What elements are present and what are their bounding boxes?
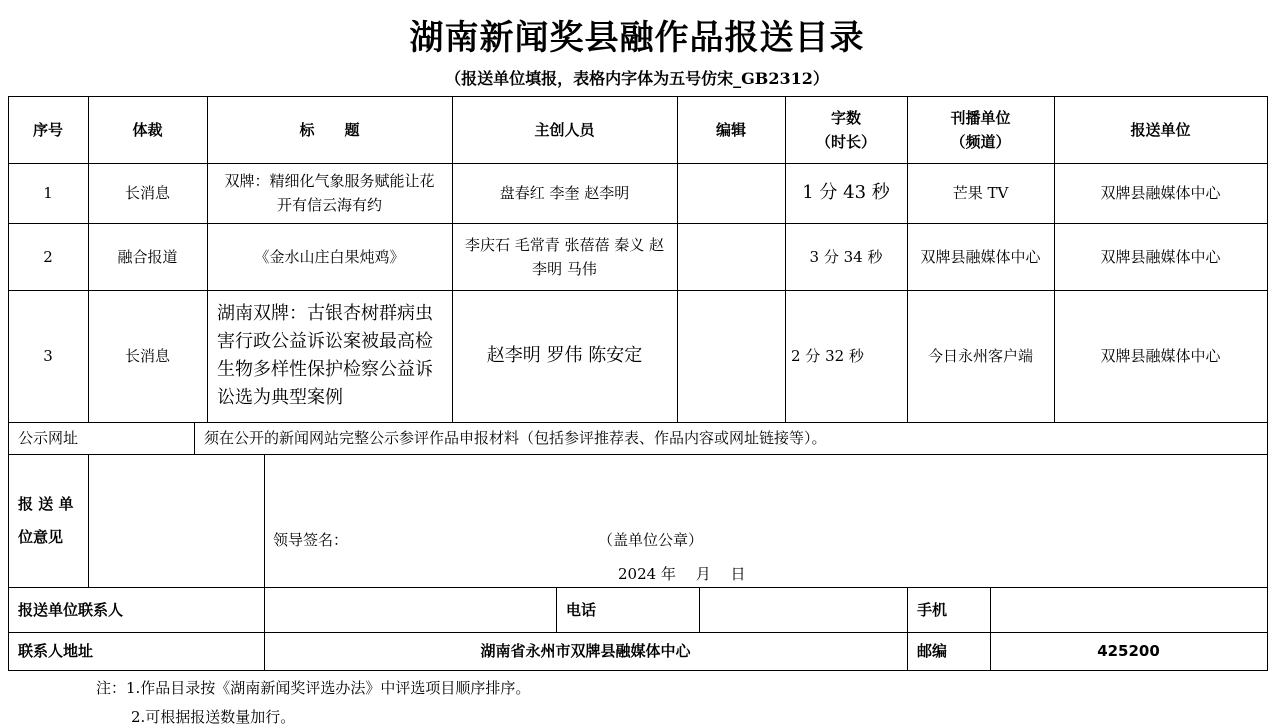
header-seq: 序号	[32, 120, 63, 139]
note-line-2: 2.可根据报送数量加行。	[131, 708, 296, 726]
stamp-label: （盖单位公章）	[598, 531, 704, 549]
row1-editor	[677, 163, 785, 223]
header-length	[785, 96, 907, 163]
row1-publisher: 芒果 TV	[952, 184, 1009, 202]
postcode-label: 邮编	[917, 642, 948, 660]
row2-title: 《金水山庄白果炖鸡》	[254, 247, 405, 266]
header-submitter: 报送单位	[1130, 120, 1191, 139]
header-length-line1: 字数	[830, 108, 861, 127]
header-publisher-line1: 刊播单位	[950, 108, 1011, 127]
contact-mobile-label: 手机	[917, 600, 948, 619]
contact-mobile-value	[990, 587, 1267, 632]
header-title: 标 题	[299, 120, 360, 139]
header-length-line2: （时长）	[815, 132, 876, 151]
row3-creators: 赵李明 罗伟 陈安定	[486, 344, 643, 366]
row3-publisher: 今日永州客户端	[927, 347, 1033, 365]
header-editor: 编辑	[715, 120, 746, 139]
public-url-label: 公示网址	[18, 429, 79, 447]
header-publisher	[907, 96, 1054, 163]
note-line-1: 注：1.作品目录按《湖南新闻奖评选办法》中评选项目顺序排序。	[96, 679, 531, 697]
date-label: 2024 年 月 日	[618, 565, 746, 583]
row3-length: 2 分 32 秒	[791, 347, 864, 365]
page-subtitle: （报送单位填报，表格内字体为五号仿宋_GB2312）	[445, 69, 829, 88]
public-url-text: 须在公开的新闻网站完整公示参评作品申报材料（包括参评推荐表、作品内容或网址链接等）。	[204, 429, 827, 447]
row2-genre: 融合报道	[117, 247, 178, 266]
opinion-blank	[88, 454, 264, 587]
row2-publisher: 双牌县融媒体中心	[920, 247, 1041, 266]
address-value: 湖南省永州市双牌县融媒体中心	[480, 642, 691, 660]
contact-phone-value	[699, 587, 907, 632]
row1-submitter: 双牌县融媒体中心	[1100, 184, 1221, 202]
row1-title: 双牌：精细化气象服务赋能让花开有信云海有约	[224, 172, 435, 214]
contact-person-value	[264, 587, 556, 632]
contact-phone-label: 电话	[566, 600, 597, 619]
leader-sign-label: 领导签名：	[273, 531, 349, 549]
opinion-label-line1: 报 送 单	[18, 494, 74, 513]
row1-creators: 盘春红 李奎 赵李明	[499, 184, 630, 202]
row2-seq: 2	[43, 247, 53, 266]
row3-submitter: 双牌县融媒体中心	[1100, 347, 1221, 365]
address-label: 联系人地址	[18, 642, 94, 660]
row1-genre: 长消息	[124, 184, 170, 202]
row1-length: 1 分 43 秒	[802, 181, 890, 203]
contact-person-label: 报送单位联系人	[18, 600, 124, 619]
row2-editor	[677, 223, 785, 290]
opinion-label-line2: 位意见	[18, 527, 64, 546]
header-creators: 主创人员	[534, 120, 595, 139]
header-genre: 体裁	[132, 120, 163, 139]
row1-seq: 1	[43, 184, 53, 202]
row3-seq: 3	[43, 347, 53, 365]
row2-length: 3 分 34 秒	[809, 247, 883, 266]
row3-genre: 长消息	[124, 347, 170, 365]
row2-creators: 李庆石 毛常青 张蓓蓓 秦义 赵李明 马伟	[464, 235, 665, 278]
row2-submitter: 双牌县融媒体中心	[1100, 247, 1221, 266]
row3-title: 湖南双牌：古银杏树群病虫害行政公益诉讼案被最高检生物多样性保护检察公益诉讼选为典型案例	[217, 303, 433, 408]
postcode-value: 425200	[1097, 642, 1160, 660]
page-title: 湖南新闻奖县融作品报送目录	[409, 18, 865, 58]
row3-editor	[677, 290, 785, 422]
header-publisher-line2: （频道）	[950, 132, 1011, 151]
opinion-label	[8, 454, 88, 587]
